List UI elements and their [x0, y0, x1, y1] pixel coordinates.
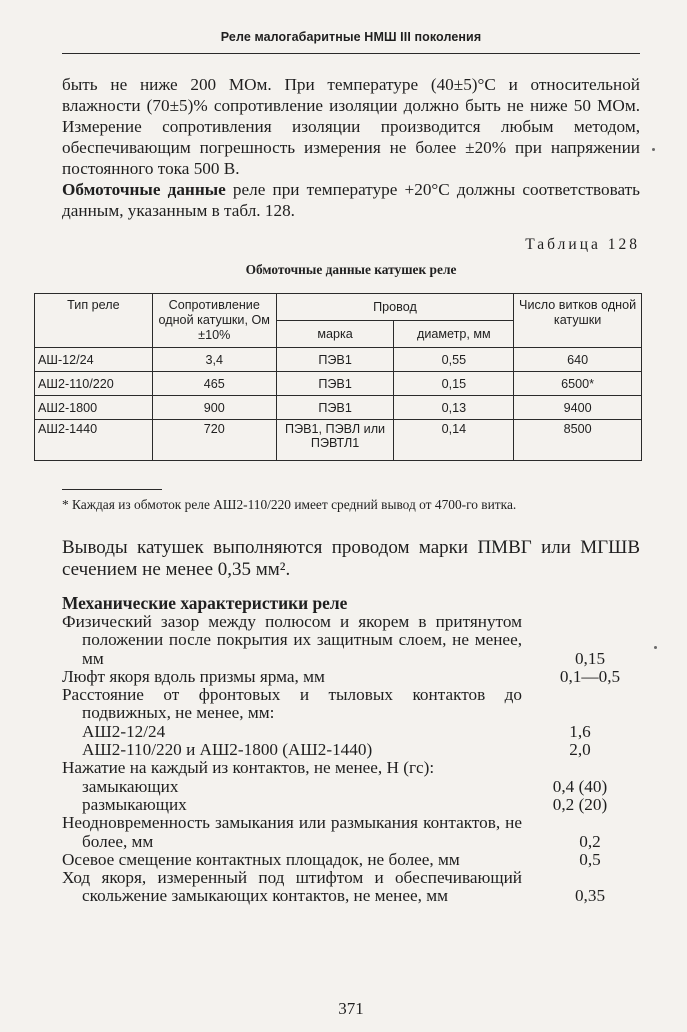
cell-type: АШ2-1440: [35, 420, 153, 461]
item-value: 0,5: [579, 849, 601, 869]
paragraph-insulation: быть не ниже 200 МОм. При температуре (40±5)°С и относительной влажности (70±5)% сопротивление изоляции должно быть не ниже 50 МОм. Измерение сопротивления изоляции производится любым методом, обеспечивающим погрешность измерения не более ±20% при напряжении постоянного тока 500 В.: [62, 75, 640, 178]
table-row: [35, 396, 642, 420]
table-caption: Обмоточные данные катушек реле: [245, 262, 457, 277]
item-value: 0,15: [574, 648, 606, 668]
list-item: [62, 869, 640, 906]
scan-speck: [654, 646, 657, 649]
item-value: 1,6: [569, 721, 591, 741]
header-turns: Число витков одной катушки: [514, 294, 642, 348]
item-text: замыкающих: [82, 776, 179, 796]
item-text: размыкающих: [82, 794, 187, 814]
list-item: [62, 723, 640, 741]
scan-speck: [652, 148, 655, 151]
list-item: [62, 814, 640, 851]
list-item: [62, 796, 640, 814]
cell-turns: 9400: [514, 396, 642, 420]
cell-diameter: 0,14: [394, 420, 514, 461]
header-rule: [62, 53, 640, 54]
list-item: [62, 741, 640, 759]
item-text: Неодновременность замыкания или размыкания контактов, не более, мм: [62, 813, 522, 851]
running-head: Реле малогабаритные НМШ III поколения: [220, 30, 482, 44]
list-item: [62, 668, 640, 686]
footnote: * Каждая из обмоток реле АШ2-110/220 имеет средний вывод от 4700-го витка.: [62, 497, 517, 512]
item-text: АШ2-12/24: [82, 721, 166, 741]
item-text: Осевое смещение контактных площадок, не более, мм: [62, 849, 460, 869]
cell-resistance: 465: [152, 372, 276, 396]
item-text: Физический зазор между полюсом и якорем в притянутом положении после покрытия их защитным слоем, не менее, мм: [62, 612, 522, 668]
item-value: 0,2: [579, 831, 601, 851]
cell-resistance: 720: [152, 420, 276, 461]
cell-diameter: 0,15: [394, 372, 514, 396]
winding-data-table: [34, 293, 642, 461]
item-value: 2,0: [569, 740, 591, 760]
footnote-rule: [62, 489, 162, 490]
item-value: 0,1—0,5: [559, 666, 621, 686]
paragraph-winding-data: [62, 179, 640, 221]
item-value: 0,2 (20): [552, 794, 608, 814]
table-row: [35, 372, 642, 396]
list-item: [62, 686, 640, 723]
section-title: Механические характеристики реле: [62, 593, 348, 613]
list-item: [62, 778, 640, 796]
table-row: [35, 348, 642, 372]
item-value: 0,4 (40): [552, 776, 608, 796]
item-text: Люфт якоря вдоль призмы ярма, мм: [62, 666, 325, 686]
cell-type: АШ-12/24: [35, 348, 153, 372]
header-resistance: Сопротивление одной катушки, Ом ±10%: [152, 294, 276, 348]
cell-grade: ПЭВ1: [276, 396, 394, 420]
header-type: Тип реле: [35, 294, 153, 348]
list-item: [62, 613, 640, 668]
item-text: Нажатие на каждый из контактов, не менее, Н (гс):: [62, 758, 435, 778]
cell-turns: 6500*: [514, 372, 642, 396]
header-wire: Провод: [276, 294, 514, 321]
cell-grade: ПЭВ1: [276, 372, 394, 396]
paragraph-rest: реле при температуре +20°С должны соответствовать данным, указанным в табл. 128.: [62, 180, 640, 220]
page-number: 371: [338, 999, 364, 1018]
table-row: [35, 420, 642, 461]
cell-turns: 8500: [514, 420, 642, 461]
paragraph-lead-bold: Обмоточные данные: [62, 180, 226, 199]
paragraph-leads: Выводы катушек выполняются проводом марки ПМВГ или МГШВ сечением не менее 0,35 мм².: [62, 537, 640, 580]
header-wire-diameter: диаметр, мм: [394, 321, 514, 348]
cell-grade: ПЭВ1, ПЭВЛ или ПЭВТЛ1: [276, 420, 394, 461]
table-label: Таблица 128: [525, 236, 640, 253]
item-text: Расстояние от фронтовых и тыловых контактов до подвижных, не менее, мм:: [62, 685, 522, 723]
item-text: АШ2-110/220 и АШ2-1800 (АШ2-1440): [82, 740, 373, 760]
list-item: [62, 851, 640, 869]
list-item: [62, 759, 640, 777]
header-wire-grade: марка: [276, 321, 394, 348]
cell-diameter: 0,55: [394, 348, 514, 372]
cell-resistance: 900: [152, 396, 276, 420]
cell-grade: ПЭВ1: [276, 348, 394, 372]
item-text: Ход якоря, измеренный под штифтом и обеспечивающий скольжение замыкающих контактов, не менее, мм: [62, 868, 522, 906]
cell-type: АШ2-1800: [35, 396, 153, 420]
mechanical-list: [62, 613, 640, 906]
cell-diameter: 0,13: [394, 396, 514, 420]
cell-type: АШ2-110/220: [35, 372, 153, 396]
item-value: 0,35: [574, 886, 606, 906]
cell-resistance: 3,4: [152, 348, 276, 372]
cell-turns: 640: [514, 348, 642, 372]
